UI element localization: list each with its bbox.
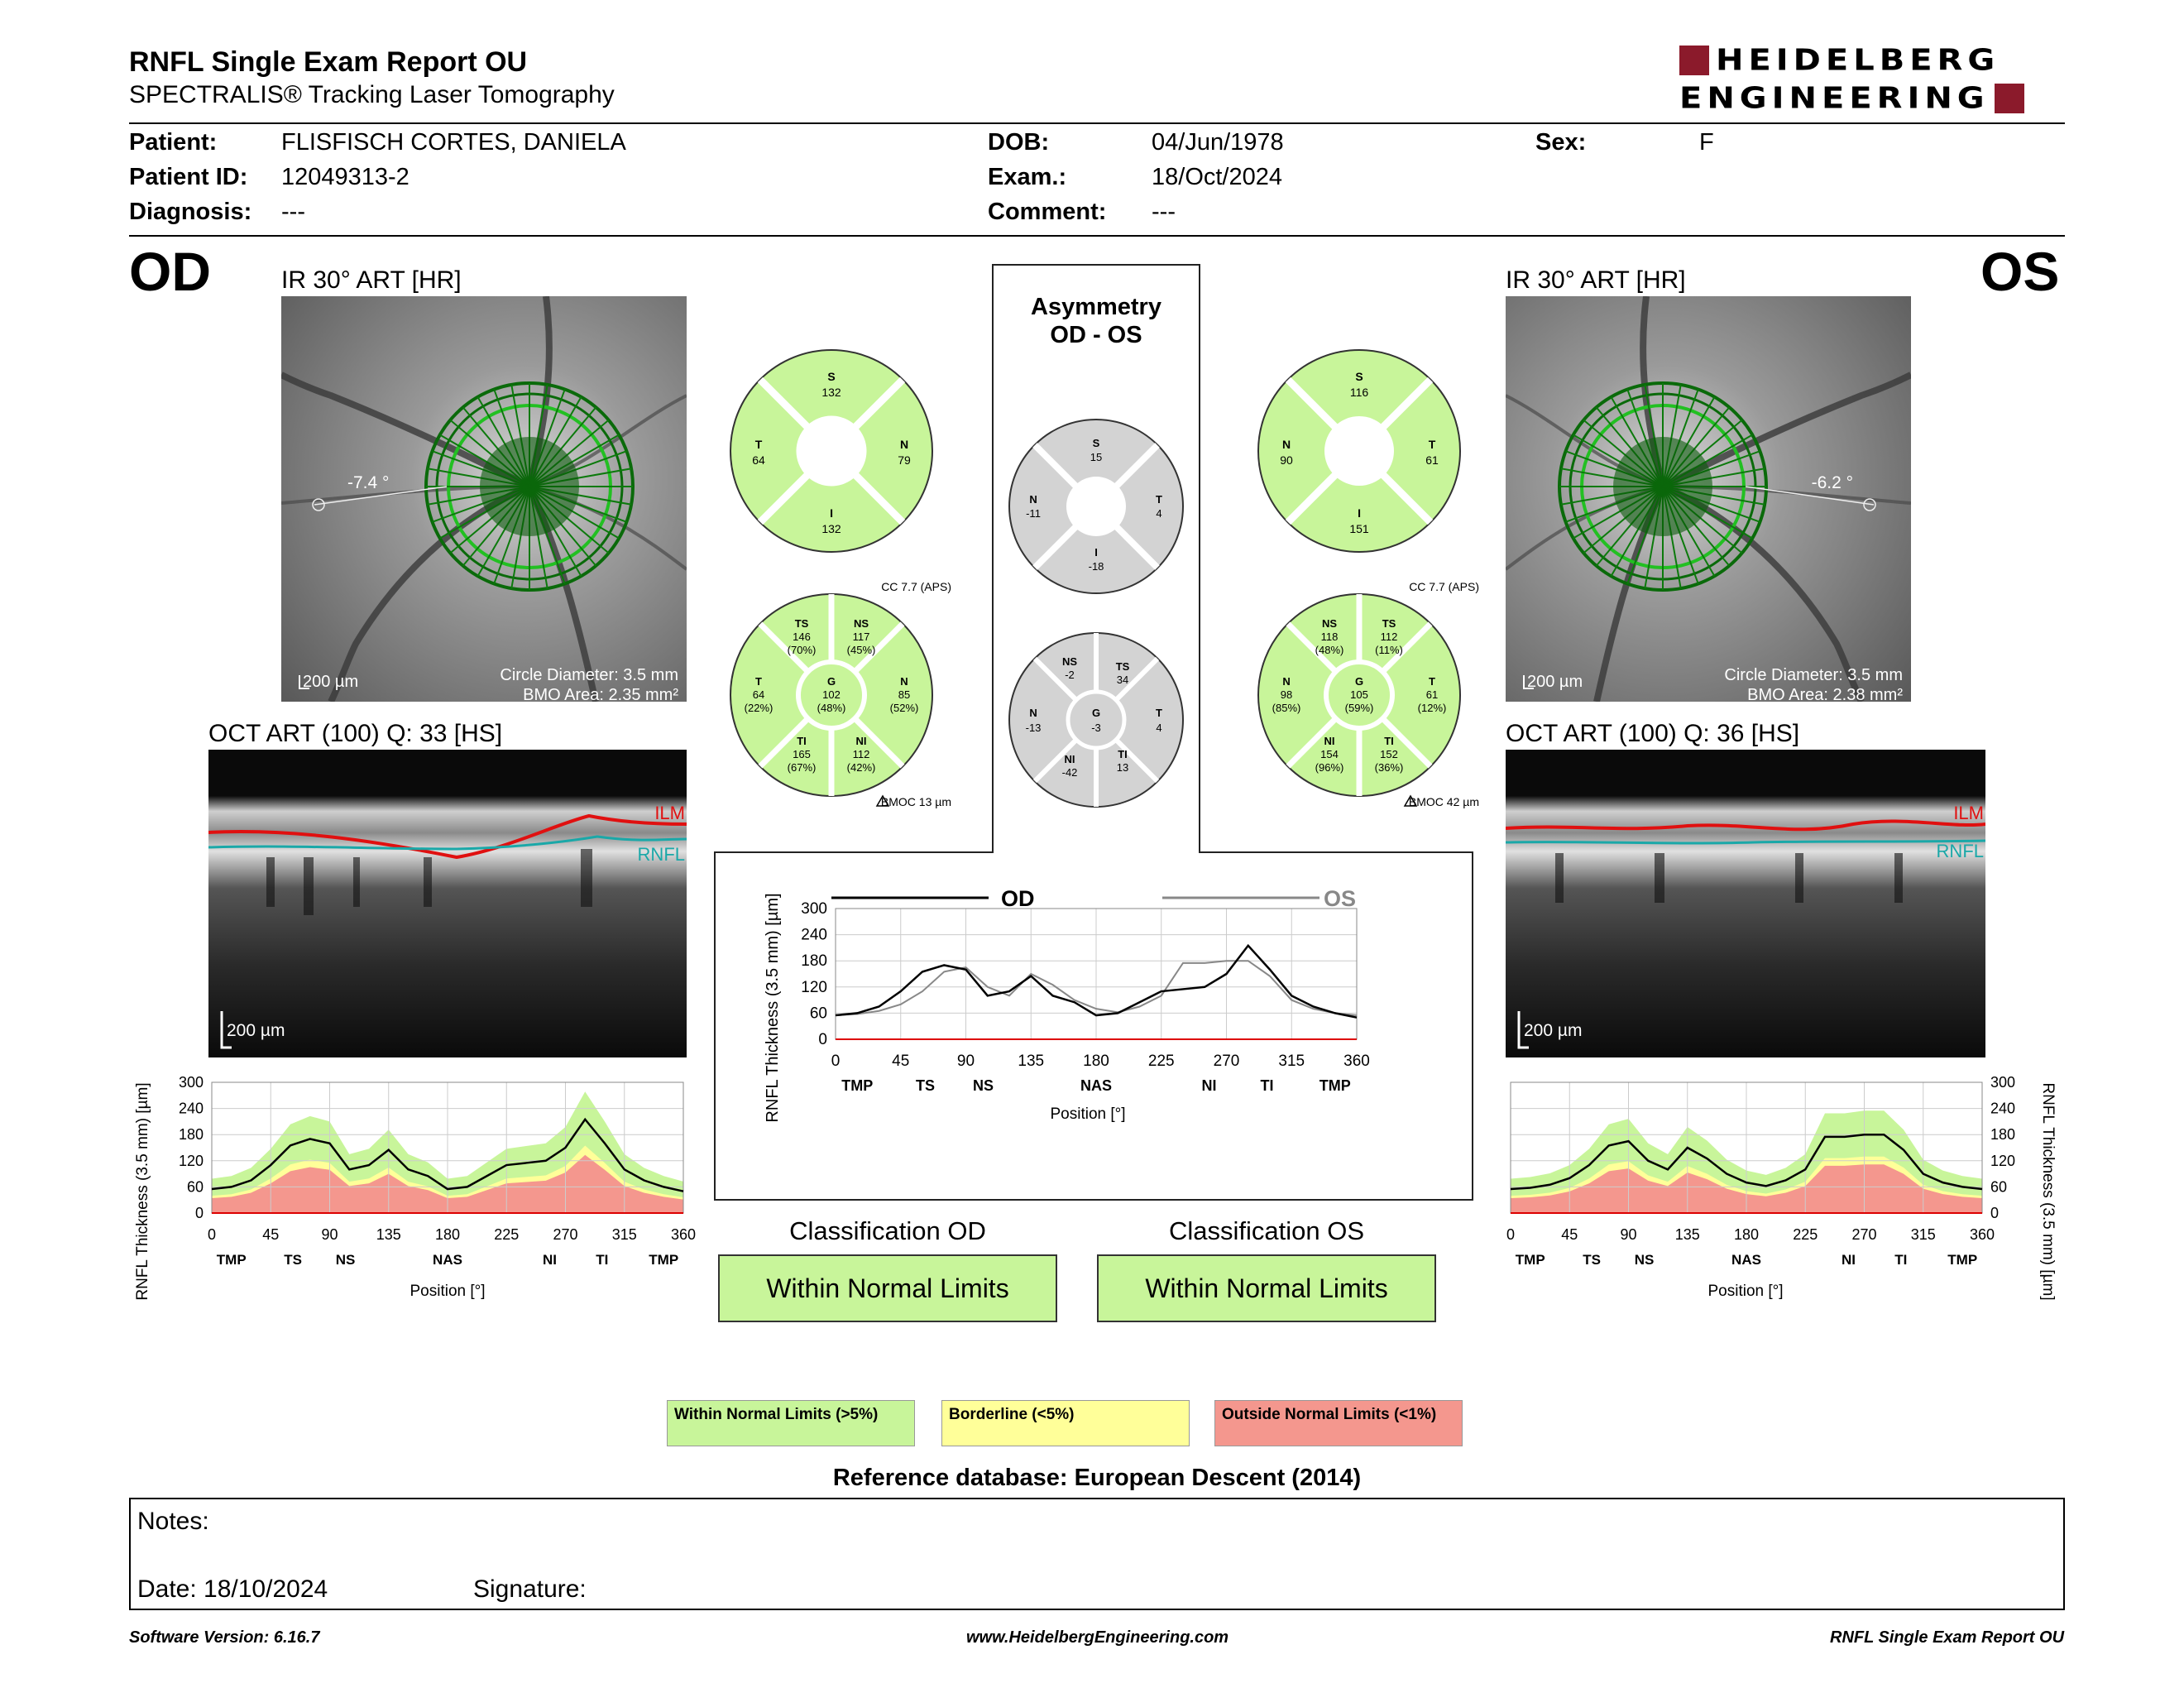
od-classification: Within Normal Limits bbox=[718, 1254, 1057, 1322]
asym-q-t: 4 bbox=[1156, 507, 1162, 520]
sector-label: TS bbox=[1583, 1252, 1602, 1268]
svg-text:T: T bbox=[1156, 493, 1162, 506]
os-ir-scale: 200 µm bbox=[1527, 673, 1583, 691]
x-tick-label: 270 bbox=[553, 1226, 578, 1243]
os-s-ti-p: (36%) bbox=[1374, 761, 1404, 774]
svg-text:S: S bbox=[1092, 437, 1100, 449]
sector-label: TMP bbox=[649, 1252, 679, 1268]
od-s-ti-p: (67%) bbox=[787, 761, 817, 774]
asym-s-g: -3 bbox=[1091, 722, 1101, 734]
os-s-n: 98 bbox=[1280, 688, 1293, 701]
patient-label: Patient: bbox=[129, 129, 218, 156]
logo-line1: HEIDELBERG bbox=[1716, 43, 2000, 78]
diagnosis: --- bbox=[281, 199, 305, 225]
sex-label: Sex: bbox=[1535, 129, 1587, 156]
od-s-n: 85 bbox=[898, 688, 911, 701]
svg-text:N: N bbox=[1029, 493, 1037, 506]
comment: --- bbox=[1152, 199, 1176, 225]
os-eye-label: OS bbox=[1980, 241, 2060, 302]
y-tick-label: 180 bbox=[801, 952, 827, 971]
os-s-ns-p: (48%) bbox=[1315, 644, 1344, 656]
x-tick-label: 360 bbox=[670, 1226, 697, 1243]
footer-url[interactable]: www.HeidelbergEngineering.com bbox=[966, 1628, 1229, 1647]
asym-s-ni: -42 bbox=[1061, 766, 1078, 779]
sector-label: TMP bbox=[1947, 1252, 1978, 1268]
od-classification-title: Classification OD bbox=[789, 1216, 986, 1245]
os-s-ns: 118 bbox=[1320, 631, 1339, 643]
x-tick-label: 225 bbox=[1793, 1226, 1818, 1243]
y-tick-label: 180 bbox=[1990, 1126, 2016, 1144]
os-circle-diameter: Circle Diameter: 3.5 mm bbox=[1724, 666, 1903, 684]
x-tick-label: 45 bbox=[262, 1226, 280, 1243]
od-rnfl-label: RNFL bbox=[637, 844, 685, 865]
od-quadrant-diagram bbox=[730, 350, 932, 552]
notes-box[interactable] bbox=[129, 1498, 2065, 1610]
os-s-t-p: (12%) bbox=[1417, 702, 1447, 714]
os-oct-scale: 200 µm bbox=[1524, 1021, 1583, 1040]
asym-q-s: 15 bbox=[1090, 451, 1103, 463]
od-sector-diagram bbox=[730, 594, 932, 796]
os-s-ts-p: (11%) bbox=[1375, 644, 1403, 656]
patient-id-label: Patient ID: bbox=[129, 164, 248, 190]
svg-text:NI: NI bbox=[855, 735, 867, 747]
dob: 04/Jun/1978 bbox=[1152, 129, 1284, 156]
y-tick-label: 0 bbox=[818, 1031, 827, 1048]
svg-text:NS: NS bbox=[1321, 617, 1338, 630]
legend-borderline: Borderline (<5%) bbox=[941, 1400, 1190, 1446]
x-tick-label: 135 bbox=[1674, 1226, 1700, 1243]
x-tick-label: 315 bbox=[611, 1226, 637, 1243]
od-bmo-area: BMO Area: 2.35 mm² bbox=[523, 686, 678, 702]
od-cc: CC 7.7 (APS) bbox=[881, 580, 951, 593]
svg-text:G: G bbox=[826, 675, 836, 688]
os-s-ti: 152 bbox=[1380, 748, 1398, 760]
svg-text:T: T bbox=[755, 675, 762, 688]
od-q-i: 132 bbox=[821, 522, 841, 535]
reference-database: Reference database: European Descent (2014) bbox=[832, 1465, 1362, 1491]
sector-label: NAS bbox=[1731, 1252, 1761, 1268]
svg-text:TI: TI bbox=[1384, 735, 1394, 747]
y-tick-label: 120 bbox=[178, 1152, 204, 1169]
sector-label: NAS bbox=[1080, 1077, 1113, 1094]
svg-text:G: G bbox=[1354, 675, 1364, 688]
svg-text:TS: TS bbox=[1382, 617, 1396, 630]
os-s-g: 105 bbox=[1350, 688, 1368, 701]
od-fundus-image bbox=[281, 296, 687, 702]
legend-outside: Outside Normal Limits (<1%) bbox=[1214, 1400, 1463, 1446]
x-tick-label: 270 bbox=[1851, 1226, 1877, 1243]
y-tick-label: 300 bbox=[1990, 1074, 2016, 1091]
sector-label: NI bbox=[1201, 1077, 1217, 1094]
svg-text:G: G bbox=[1091, 707, 1101, 719]
y-tick-label: 60 bbox=[809, 1005, 827, 1023]
os-bmoc: BMOC 42 µm bbox=[1408, 795, 1479, 808]
os-angle: -6.2 ° bbox=[1811, 473, 1853, 492]
os-chart-ylabel: RNFL Thickness (3.5 mm) [µm] bbox=[2039, 1082, 2057, 1301]
sector-label: TMP bbox=[841, 1077, 874, 1094]
svg-text:TI: TI bbox=[1118, 748, 1128, 760]
cmp-ylabel: RNFL Thickness (3.5 mm) [µm] bbox=[764, 893, 782, 1123]
svg-text:TS: TS bbox=[794, 617, 809, 630]
svg-text:I: I bbox=[830, 506, 833, 520]
svg-text:N: N bbox=[1281, 438, 1291, 451]
sector-label: NS bbox=[972, 1077, 994, 1094]
notes-signature: Signature: bbox=[473, 1575, 587, 1603]
os-fundus-image bbox=[1506, 296, 1911, 702]
os-s-ni-p: (96%) bbox=[1315, 761, 1344, 774]
notes-date: Date: 18/10/2024 bbox=[137, 1575, 328, 1603]
legend-normal: Within Normal Limits (>5%) bbox=[667, 1400, 915, 1446]
svg-text:N: N bbox=[900, 675, 908, 688]
asym-sector-diagram bbox=[1009, 633, 1183, 807]
svg-text:S: S bbox=[1355, 370, 1363, 383]
sector-label: TI bbox=[596, 1252, 609, 1268]
os-q-t: 61 bbox=[1425, 453, 1439, 467]
x-tick-label: 45 bbox=[1561, 1226, 1578, 1243]
os-ir-caption: IR 30° ART [HR] bbox=[1506, 266, 1686, 294]
os-rnfl-label: RNFL bbox=[1936, 841, 1984, 861]
os-quadrant-diagram bbox=[1258, 350, 1460, 552]
sex: F bbox=[1699, 129, 1714, 156]
os-sector-diagram bbox=[1258, 594, 1460, 796]
svg-text:NS: NS bbox=[853, 617, 869, 630]
x-tick-label: 0 bbox=[1506, 1226, 1516, 1243]
x-tick-label: 90 bbox=[1620, 1226, 1637, 1243]
svg-text:NI: NI bbox=[1064, 753, 1075, 765]
od-s-ts: 146 bbox=[793, 631, 811, 643]
asym-s-ts: 34 bbox=[1116, 674, 1129, 686]
sector-label: NAS bbox=[433, 1252, 462, 1268]
os-s-ni: 154 bbox=[1320, 748, 1339, 760]
y-tick-label: 120 bbox=[801, 978, 827, 996]
os-bmo-area: BMO Area: 2.38 mm² bbox=[1747, 686, 1903, 702]
heidelberg-logo bbox=[1679, 43, 2068, 117]
x-tick-label: 315 bbox=[1910, 1226, 1936, 1243]
svg-text:N: N bbox=[899, 438, 909, 451]
od-bmoc: BMOC 13 µm bbox=[880, 795, 951, 808]
y-tick-label: 300 bbox=[801, 900, 827, 918]
x-tick-label: 315 bbox=[1278, 1053, 1305, 1070]
sector-label: TS bbox=[915, 1077, 936, 1094]
od-chart-xlabel: Position [°] bbox=[410, 1283, 486, 1300]
od-ilm-label: ILM bbox=[654, 803, 685, 823]
x-tick-label: 0 bbox=[207, 1226, 217, 1243]
od-s-n-p: (52%) bbox=[889, 702, 919, 714]
svg-text:NI: NI bbox=[1324, 735, 1335, 747]
svg-text:S: S bbox=[827, 370, 836, 383]
sector-label: TMP bbox=[1319, 1077, 1351, 1094]
software-version: Software Version: 6.16.7 bbox=[129, 1628, 320, 1647]
x-tick-label: 90 bbox=[321, 1226, 338, 1243]
x-tick-label: 180 bbox=[1733, 1226, 1760, 1243]
legend-os: OS bbox=[1324, 886, 1357, 911]
od-oct-bscan bbox=[208, 750, 687, 1057]
asym-s-ti: 13 bbox=[1116, 761, 1129, 774]
svg-text:TI: TI bbox=[797, 735, 807, 747]
notes-label: Notes: bbox=[137, 1508, 209, 1535]
patient-name: FLISFISCH CORTES, DANIELA bbox=[281, 129, 626, 156]
os-s-g-p: (59%) bbox=[1344, 702, 1374, 714]
report-title: RNFL Single Exam Report OU bbox=[129, 46, 528, 78]
os-s-ts: 112 bbox=[1380, 631, 1398, 643]
svg-text:N: N bbox=[1029, 707, 1037, 719]
os-tsnit-chart bbox=[1497, 1067, 2068, 1316]
y-tick-label: 300 bbox=[178, 1074, 204, 1091]
od-s-ns: 117 bbox=[852, 631, 870, 643]
od-q-t: 64 bbox=[752, 453, 765, 467]
sector-label: NS bbox=[1634, 1252, 1655, 1268]
od-s-g-p: (48%) bbox=[817, 702, 846, 714]
x-tick-label: 360 bbox=[1969, 1226, 1995, 1243]
os-classification: Within Normal Limits bbox=[1097, 1254, 1436, 1322]
od-s-ni-p: (42%) bbox=[846, 761, 876, 774]
sector-label: NS bbox=[335, 1252, 356, 1268]
y-tick-label: 240 bbox=[1990, 1100, 2016, 1117]
exam-label: Exam.: bbox=[988, 164, 1067, 190]
x-tick-label: 135 bbox=[376, 1226, 401, 1243]
os-s-t: 61 bbox=[1425, 688, 1439, 701]
od-s-t-p: (22%) bbox=[744, 702, 774, 714]
os-classification-title: Classification OS bbox=[1168, 1216, 1365, 1245]
x-tick-label: 225 bbox=[1147, 1053, 1175, 1070]
comment-label: Comment: bbox=[988, 199, 1107, 225]
od-s-t: 64 bbox=[752, 688, 765, 701]
diagnosis-label: Diagnosis: bbox=[129, 199, 252, 225]
center-diagrams bbox=[711, 257, 1506, 1208]
svg-text:T: T bbox=[1428, 438, 1436, 451]
y-tick-label: 0 bbox=[1990, 1205, 2000, 1221]
os-q-s: 116 bbox=[1349, 386, 1369, 399]
os-chart-xlabel: Position [°] bbox=[1707, 1283, 1784, 1300]
dob-label: DOB: bbox=[988, 129, 1050, 156]
od-s-ni: 112 bbox=[852, 748, 870, 760]
svg-text:I: I bbox=[1094, 546, 1098, 559]
svg-text:N: N bbox=[1282, 675, 1291, 688]
svg-text:TS: TS bbox=[1115, 660, 1130, 673]
comparison-chart bbox=[764, 886, 1370, 1123]
od-q-n: 79 bbox=[898, 453, 911, 467]
asym-s-ns: -2 bbox=[1065, 669, 1075, 681]
asymmetry-title-1: Asymmetry bbox=[1031, 294, 1161, 320]
sector-label: NI bbox=[1842, 1252, 1856, 1268]
y-tick-label: 120 bbox=[1990, 1152, 2016, 1169]
os-s-n-p: (85%) bbox=[1272, 702, 1301, 714]
od-circle-diameter: Circle Diameter: 3.5 mm bbox=[500, 666, 678, 684]
asym-s-t: 4 bbox=[1156, 722, 1162, 734]
exam-date: 18/Oct/2024 bbox=[1152, 164, 1282, 190]
os-oct-bscan bbox=[1506, 750, 1985, 1057]
x-tick-label: 180 bbox=[1083, 1053, 1109, 1070]
svg-text:I: I bbox=[1358, 506, 1361, 520]
patient-rule bbox=[129, 235, 2065, 237]
svg-text:T: T bbox=[1429, 675, 1435, 688]
patient-id: 12049313-2 bbox=[281, 164, 410, 190]
x-tick-label: 0 bbox=[831, 1053, 841, 1070]
x-tick-label: 45 bbox=[892, 1053, 910, 1070]
asym-q-i: -18 bbox=[1088, 560, 1104, 573]
sector-label: TMP bbox=[1515, 1252, 1545, 1268]
sector-label: TMP bbox=[216, 1252, 247, 1268]
svg-text:NS: NS bbox=[1061, 655, 1078, 668]
legend-od: OD bbox=[1001, 886, 1035, 911]
x-tick-label: 90 bbox=[956, 1053, 975, 1070]
os-ilm-label: ILM bbox=[1953, 803, 1984, 823]
od-q-s: 132 bbox=[821, 386, 841, 399]
os-q-n: 90 bbox=[1280, 453, 1293, 467]
y-tick-label: 60 bbox=[1990, 1178, 2008, 1196]
x-tick-label: 180 bbox=[434, 1226, 461, 1243]
header-rule bbox=[129, 122, 2065, 124]
x-tick-label: 135 bbox=[1018, 1053, 1045, 1070]
od-s-g: 102 bbox=[822, 688, 841, 701]
sector-label: TI bbox=[1260, 1077, 1274, 1094]
x-tick-label: 270 bbox=[1213, 1053, 1240, 1070]
sector-label: NI bbox=[543, 1252, 557, 1268]
asymmetry-title-2: OD - OS bbox=[1050, 322, 1142, 348]
os-cc: CC 7.7 (APS) bbox=[1409, 580, 1479, 593]
od-oct-scale: 200 µm bbox=[227, 1021, 285, 1040]
od-angle: -7.4 ° bbox=[347, 473, 390, 492]
logo-line2: ENGINEERING bbox=[1679, 81, 1990, 116]
od-oct-caption: OCT ART (100) Q: 33 [HS] bbox=[208, 720, 503, 747]
asym-quadrant-diagram bbox=[1009, 420, 1183, 593]
od-tsnit-chart bbox=[129, 1067, 700, 1316]
svg-text:T: T bbox=[1156, 707, 1162, 719]
x-tick-label: 360 bbox=[1343, 1053, 1370, 1070]
svg-text:T: T bbox=[754, 438, 763, 451]
od-chart-ylabel: RNFL Thickness (3.5 mm) [µm] bbox=[134, 1082, 151, 1301]
od-s-ts-p: (70%) bbox=[787, 644, 817, 656]
asym-q-n: -11 bbox=[1026, 507, 1041, 520]
os-oct-caption: OCT ART (100) Q: 36 [HS] bbox=[1506, 720, 1800, 747]
sector-label: TS bbox=[284, 1252, 303, 1268]
y-tick-label: 240 bbox=[178, 1100, 204, 1117]
report-subtitle: SPECTRALIS® Tracking Laser Tomography bbox=[129, 81, 615, 108]
cmp-xlabel: Position [°] bbox=[1050, 1105, 1126, 1123]
od-s-ti: 165 bbox=[793, 748, 811, 760]
od-eye-label: OD bbox=[129, 241, 211, 302]
y-tick-label: 0 bbox=[194, 1205, 204, 1221]
od-s-ns-p: (45%) bbox=[846, 644, 876, 656]
footer-report: RNFL Single Exam Report OU bbox=[1830, 1628, 2065, 1647]
x-tick-label: 225 bbox=[494, 1226, 520, 1243]
od-ir-caption: IR 30° ART [HR] bbox=[281, 266, 462, 294]
logo-square-icon bbox=[1679, 46, 1709, 75]
y-tick-label: 180 bbox=[178, 1126, 204, 1144]
y-tick-label: 240 bbox=[801, 926, 827, 944]
sector-label: TI bbox=[1894, 1252, 1908, 1268]
asym-s-n: -13 bbox=[1025, 722, 1042, 734]
logo-square-icon bbox=[1995, 84, 2024, 113]
od-ir-scale: 200 µm bbox=[303, 673, 359, 691]
y-tick-label: 60 bbox=[186, 1178, 204, 1196]
os-q-i: 151 bbox=[1349, 522, 1369, 535]
